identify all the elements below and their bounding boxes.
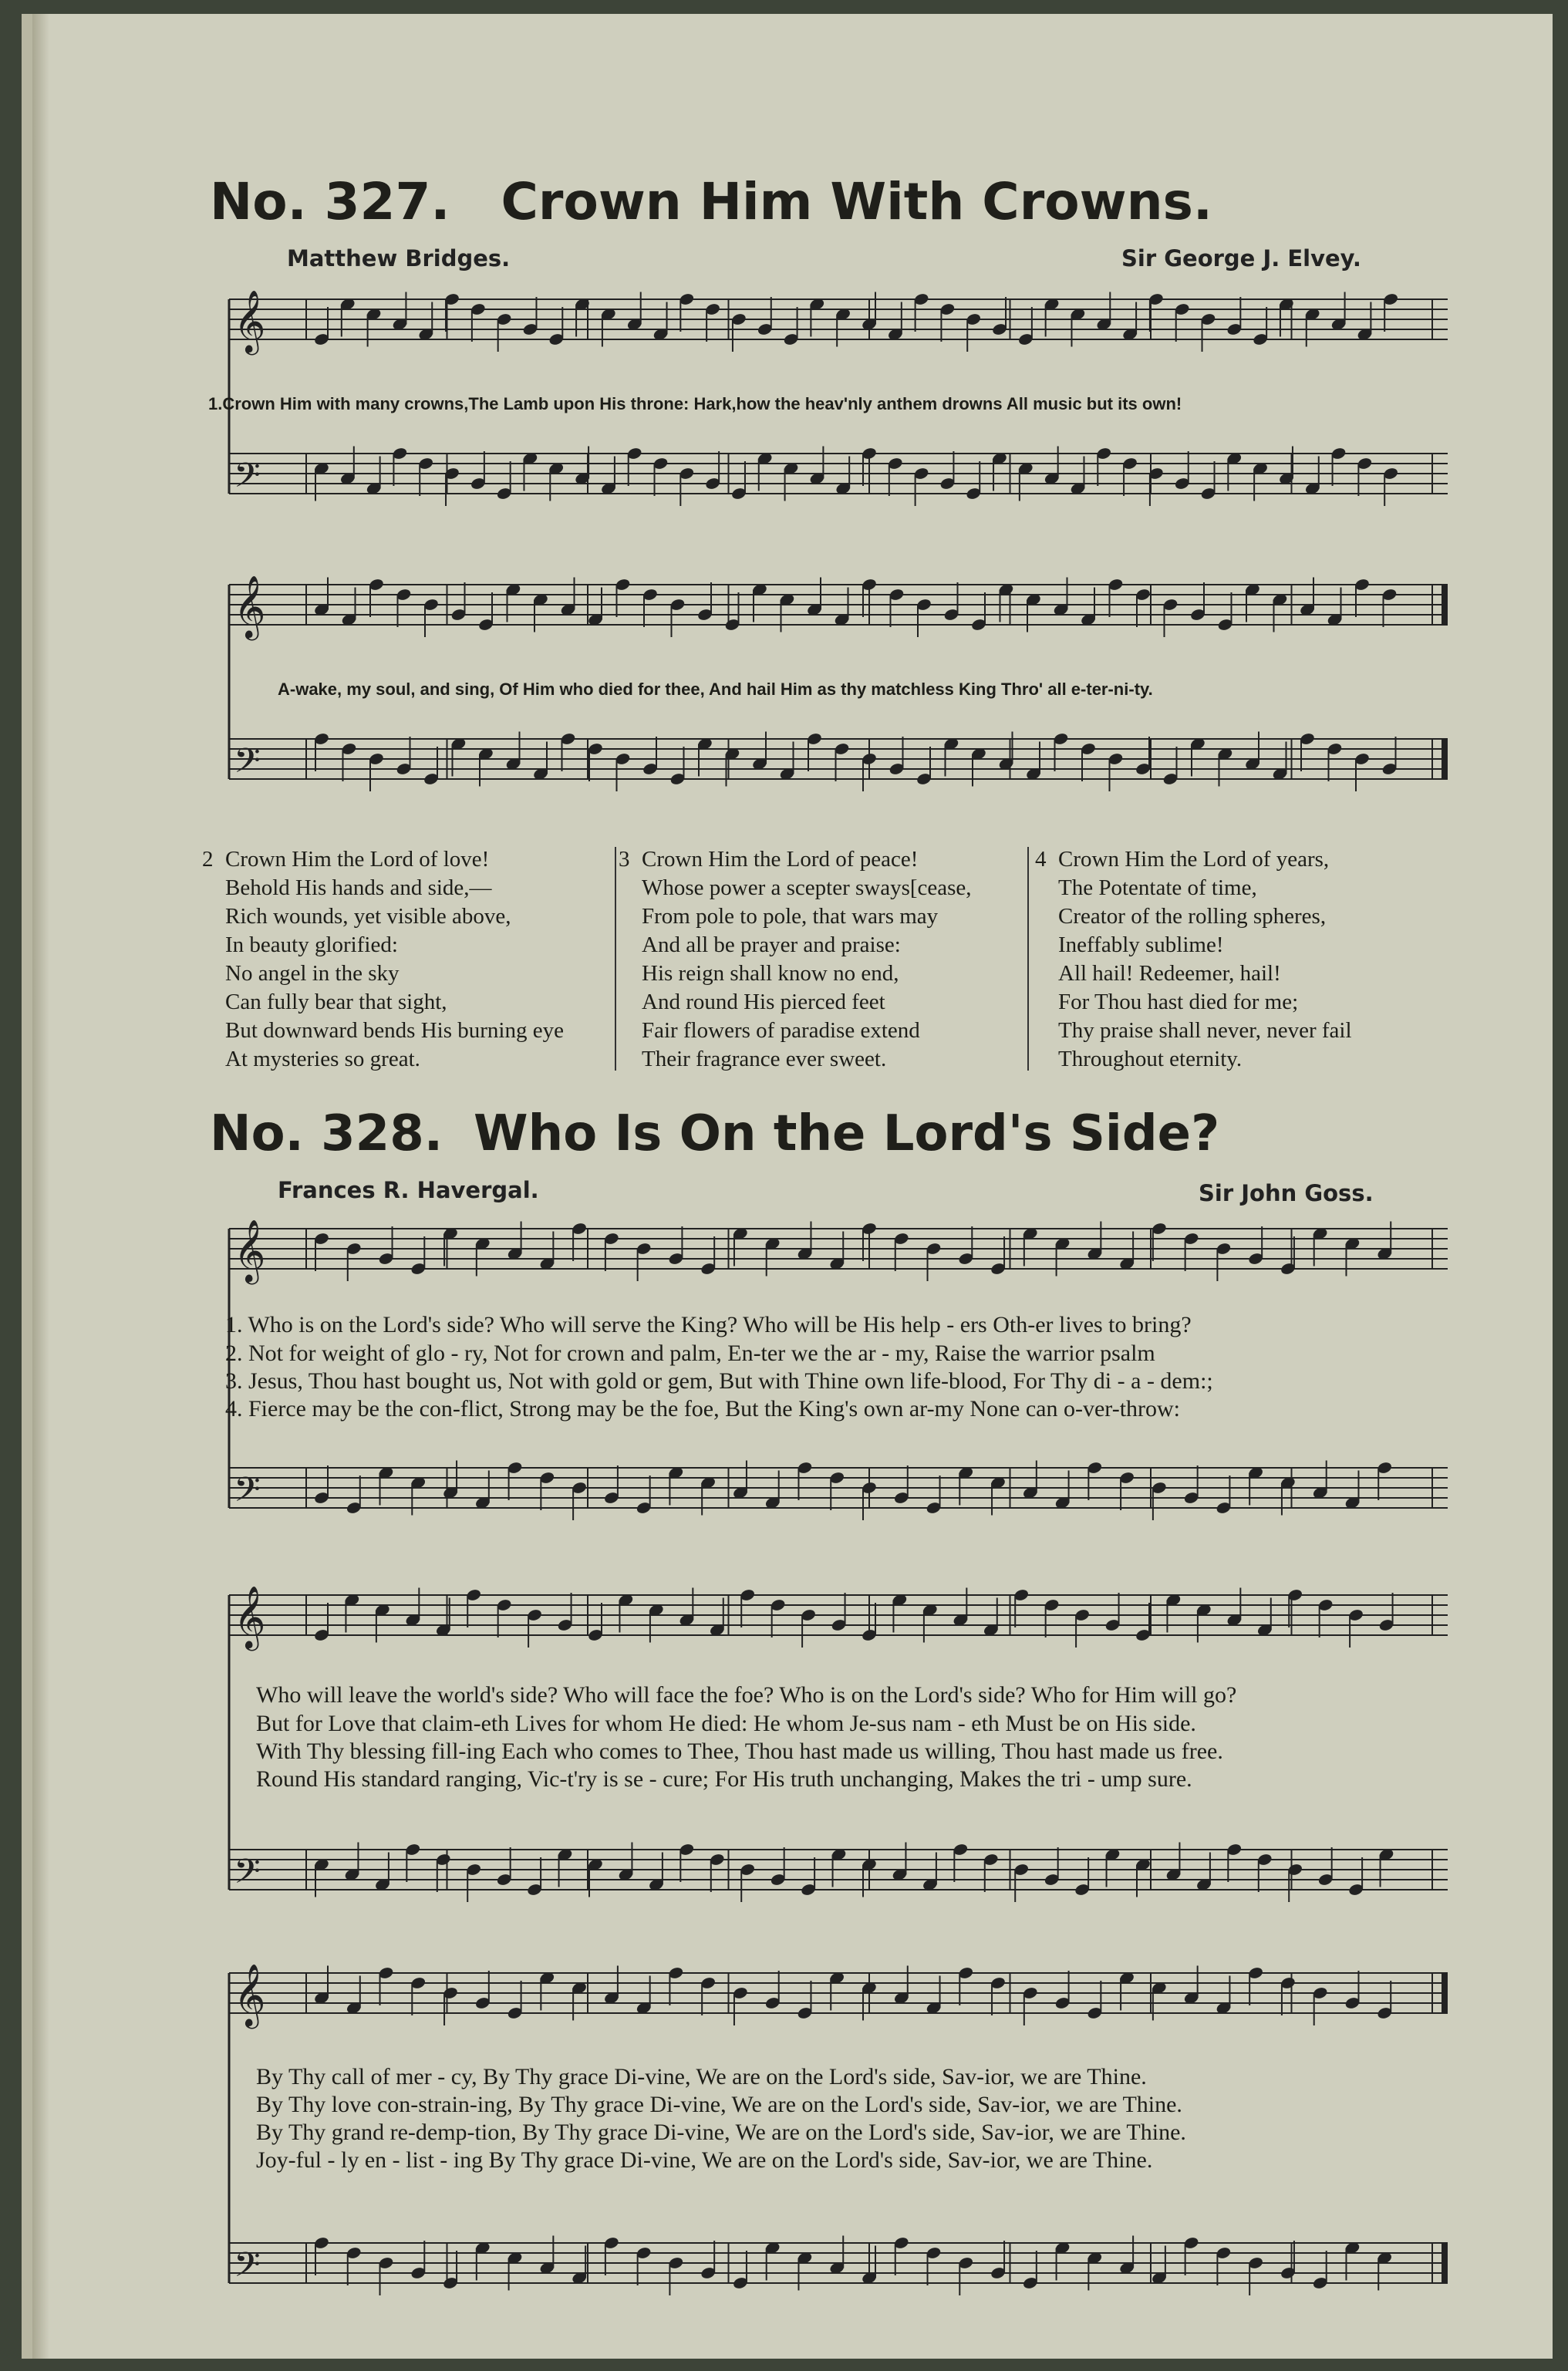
verse-line: Thy praise shall never, never fail — [1058, 1018, 1352, 1043]
bass-clef-icon: 𝄢 — [234, 455, 261, 504]
hymn-328-lyric-1-4: 4. Fierce may be the con-flict, Strong may be the foe, But the King's own ar-my None can o-ver-throw: — [225, 1396, 1181, 1422]
hymn-328-lyric-1-3: 3. Jesus, Thou hast bought us, Not with gold or gem, But with Thine own life-blood, For Thy di - a - dem:; — [225, 1368, 1213, 1394]
hymn-328-composer: Sir John Goss. — [1199, 1180, 1374, 1206]
verse-line: Rich wounds, yet visible above, — [225, 904, 511, 929]
hymn-328-lyric-2-3: With Thy blessing fill-ing Each who comes to Thee, Thou hast made us willing, Thou hast made us free. — [256, 1739, 1223, 1764]
hymn-328-lyric-2-4: Round His standard ranging, Vic-t'ry is se - cure; For His truth unchanging, Makes the tri - ump sure. — [256, 1766, 1192, 1792]
verse-number: 4 — [1035, 847, 1047, 872]
verse-line: Behold His hands and side,— — [225, 875, 492, 900]
bass-clef-icon: 𝄢 — [234, 2245, 261, 2293]
verse-line: For Thou hast died for me; — [1058, 990, 1299, 1014]
final-bar-line — [1442, 739, 1448, 779]
verse-line: And round His pierced feet — [642, 990, 885, 1014]
treble-clef-icon: 𝄞 — [234, 1963, 266, 2026]
verse-line: Creator of the rolling spheres, — [1058, 904, 1327, 929]
verse-line: His reign shall know no end, — [642, 961, 899, 986]
treble-clef-icon: 𝄞 — [234, 1219, 266, 1282]
hymnal-page — [22, 14, 1553, 2359]
verse-divider — [1027, 847, 1029, 1071]
verse-line: Their fragrance ever sweet. — [642, 1047, 887, 1071]
verse-line: But downward bends His burning eye — [225, 1018, 564, 1043]
final-bar-line — [1442, 2243, 1448, 2283]
final-bar-line — [1442, 585, 1448, 625]
final-bar-line — [1442, 1973, 1448, 2013]
verse-line: Whose power a scepter sways[cease, — [642, 875, 972, 900]
verse-number: 2 — [202, 847, 214, 872]
page-binding — [32, 14, 49, 2359]
hymn-328-title: Who Is On the Lord's Side? — [474, 1105, 1220, 1162]
verse-line: Crown Him the Lord of love! — [225, 847, 490, 872]
verse-line: From pole to pole, that wars may — [642, 904, 939, 929]
hymn-327-composer: Sir George J. Elvey. — [1121, 245, 1361, 272]
hymn-328-number: No. 328. — [210, 1105, 443, 1162]
verse-line: Throughout eternity. — [1058, 1047, 1243, 1071]
hymn-328-author: Frances R. Havergal. — [278, 1177, 539, 1203]
verse-line: Crown Him the Lord of peace! — [642, 847, 919, 872]
hymn-328-lyric-1-1: 1. Who is on the Lord's side? Who will serve the King? Who will be His help - ers Oth-er lives to bring? — [225, 1312, 1192, 1337]
hymn-327-verse-4 — [1035, 845, 1352, 1074]
hymn-328-lyric-3-3: By Thy grand re-demp-tion, By Thy grace Di-vine, We are on the Lord's side, Sav-ior, we are Thine. — [256, 2120, 1186, 2145]
hymn-327-verse-2 — [202, 845, 564, 1074]
hymn-327-title: Crown Him With Crowns. — [501, 172, 1212, 231]
verse-line: No angel in the sky — [225, 961, 400, 986]
bass-clef-icon: 𝄢 — [234, 740, 261, 789]
hymn-327-author: Matthew Bridges. — [287, 245, 511, 272]
verse-line: At mysteries so great. — [225, 1047, 420, 1071]
hymn-328-lyric-2-1: Who will leave the world's side? Who will face the foe? Who is on the Lord's side? Who for Him will go? — [256, 1682, 1237, 1708]
verse-line: Fair flowers of paradise extend — [642, 1018, 920, 1043]
hymn-328-lyric-3-1: By Thy call of mer - cy, By Thy grace Di-vine, We are on the Lord's side, Sav-ior, we are Thine. — [256, 2064, 1147, 2089]
treble-clef-icon: 𝄞 — [234, 289, 266, 352]
hymn-327-verse-3 — [619, 845, 972, 1074]
hymn-327-lyric-1: 1.Crown Him with many crowns,The Lamb upon His throne: Hark,how the heav'nly anthem drowns All music but its own! — [208, 394, 1182, 413]
hymn-327-number: No. 327. — [210, 172, 450, 231]
verse-divider — [615, 847, 616, 1071]
verse-line: Crown Him the Lord of years, — [1058, 847, 1330, 872]
hymn-328-lyric-2-2: But for Love that claim-eth Lives for whom He died: He whom Je-sus nam - eth Must be on His side. — [256, 1711, 1196, 1736]
hymn-327-heading — [210, 172, 1212, 231]
hymn-328-heading — [210, 1105, 1219, 1162]
verse-line: In beauty glorified: — [225, 933, 398, 957]
treble-clef-icon: 𝄞 — [234, 575, 266, 638]
verse-number: 3 — [619, 847, 630, 872]
hymn-328-lyric-3-2: By Thy love con-strain-ing, By Thy grace Di-vine, We are on the Lord's side, Sav-ior, we are Thine. — [256, 2092, 1182, 2117]
verse-line: All hail! Redeemer, hail! — [1058, 961, 1281, 986]
verse-line: And all be prayer and praise: — [642, 933, 901, 957]
hymn-327-lyric-2: A-wake, my soul, and sing, Of Him who died for thee, And hail Him as thy matchless King Thro' all e-ter-ni-ty. — [278, 680, 1153, 699]
treble-clef-icon: 𝄞 — [234, 1585, 266, 1648]
bass-clef-icon: 𝄢 — [234, 1469, 261, 1518]
bass-clef-icon: 𝄢 — [234, 1851, 261, 1900]
hymn-328-lyric-3-4: Joy-ful - ly en - list - ing By Thy grace Di-vine, We are on the Lord's side, Sav-ior, we are Thine. — [256, 2147, 1153, 2173]
verse-line: Ineffably sublime! — [1058, 933, 1224, 957]
verse-line: Can fully bear that sight, — [225, 990, 447, 1014]
verse-line: The Potentate of time, — [1058, 875, 1257, 900]
hymn-328-lyric-1-2: 2. Not for weight of glo - ry, Not for crown and palm, En-ter we the ar - my, Raise the warrior psalm — [225, 1341, 1155, 1366]
